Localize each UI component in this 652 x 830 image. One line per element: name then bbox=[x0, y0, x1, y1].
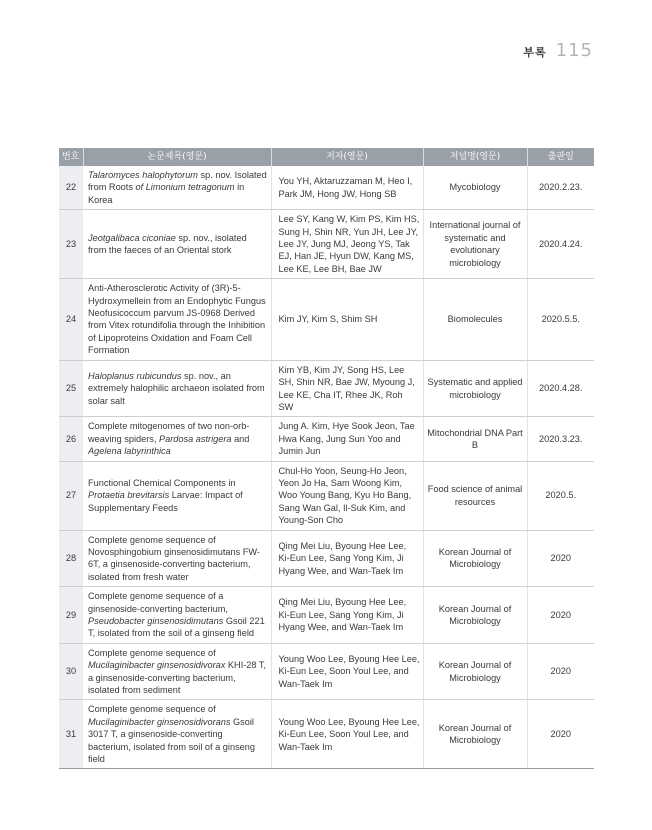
title-text: sp. nov., isolated from the faeces of an Oriental stork bbox=[88, 232, 247, 256]
title-text: and bbox=[231, 433, 250, 444]
title-text: Larvae: Impact of Supplementary Feeds bbox=[88, 490, 243, 513]
authors: Lee SY, Kang W, Kim PS, Kim HS, Sung H, Shin NR, Yun JH, Lee JY, Lee JY, Jung MJ, Jeong YS, Tak EJ, Han JE, Hyun DW, Kang MS, Lee KE, Lee BH, Bae JW bbox=[271, 210, 423, 279]
title-text: Gsoil 3017 T, a ginsenoside-converting bacterium, isolated from soil of a ginseng field bbox=[88, 716, 255, 765]
title-text: Functional Chemical Components in bbox=[88, 477, 236, 488]
journal-name: Systematic and applied microbiology bbox=[423, 360, 527, 417]
journal-name: Korean Journal of Microbiology bbox=[423, 643, 527, 700]
authors: Young Woo Lee, Byoung Hee Lee, Ki-Eun Lee, Soon Youl Lee, and Wan-Taek Im bbox=[271, 700, 423, 769]
authors: Qing Mei Liu, Byoung Hee Lee, Ki-Eun Lee, Sang Yong Kim, Ji Hyang Wee, and Wan-Taek Im bbox=[271, 530, 423, 587]
col-header-date: 출판일 bbox=[527, 148, 594, 166]
row-number: 29 bbox=[59, 587, 83, 644]
table-row bbox=[59, 700, 594, 769]
table-row bbox=[59, 643, 594, 700]
page-number: 115 bbox=[555, 40, 593, 61]
table-row bbox=[59, 166, 594, 210]
publish-date: 2020.2.23. bbox=[527, 166, 594, 210]
col-header-authors: 저자(영문) bbox=[271, 148, 423, 166]
title-species-name: Mucilaginibacter ginsenosidivorax bbox=[88, 660, 226, 671]
paper-title bbox=[83, 643, 271, 700]
table-row bbox=[59, 461, 594, 530]
row-number: 26 bbox=[59, 417, 83, 461]
authors: Young Woo Lee, Byoung Hee Lee, Ki-Eun Lee, Soon Youl Lee, and Wan-Taek Im bbox=[271, 643, 423, 700]
journal-name: Korean Journal of Microbiology bbox=[423, 700, 527, 769]
publish-date: 2020.4.24. bbox=[527, 210, 594, 279]
title-species-name: Haloplanus rubicundus bbox=[88, 370, 182, 381]
journal-name: Mitochondrial DNA Part B bbox=[423, 417, 527, 461]
table-row bbox=[59, 587, 594, 644]
title-text: Gsoil 221 T, isolated from the soil of a ginseng field bbox=[88, 616, 265, 639]
title-text: Complete genome sequence of bbox=[88, 647, 216, 658]
table-row bbox=[59, 417, 594, 461]
title-text: Anti-Atherosclerotic Activity of (3R)-5-Hydroxymellein from an Endophytic Fungus Neofusicoccum parvum JS-0968 Derived from Vitex rotundifolia through the Inhibition of Lipoproteins Oxidation and Foam Cell Formation bbox=[88, 283, 266, 356]
title-species-name: Jeotgalibaca ciconiae bbox=[88, 232, 176, 243]
publish-date: 2020.5.5. bbox=[527, 279, 594, 360]
row-number: 28 bbox=[59, 530, 83, 587]
col-header-title: 논문제목(영문) bbox=[83, 148, 271, 166]
title-species-name: Agelena labyrinthica bbox=[88, 446, 171, 457]
paper-title bbox=[83, 530, 271, 587]
journal-name: International journal of systematic and evolutionary microbiology bbox=[423, 210, 527, 279]
title-species-name: Talaromyces halophytorum bbox=[88, 170, 198, 180]
row-number: 22 bbox=[59, 166, 83, 210]
paper-title bbox=[83, 279, 271, 360]
publish-date: 2020 bbox=[527, 643, 594, 700]
paper-title bbox=[83, 166, 271, 210]
authors: Kim JY, Kim S, Shim SH bbox=[271, 279, 423, 360]
authors: Jung A. Kim, Hye Sook Jeon, Tae Hwa Kang, Jung Sun Yoo and Jumin Jun bbox=[271, 417, 423, 461]
row-number: 30 bbox=[59, 643, 83, 700]
publish-date: 2020.3.23. bbox=[527, 417, 594, 461]
paper-title bbox=[83, 210, 271, 279]
table-row bbox=[59, 279, 594, 360]
row-number: 25 bbox=[59, 360, 83, 417]
row-number: 31 bbox=[59, 700, 83, 769]
journal-name: Biomolecules bbox=[423, 279, 527, 360]
paper-title bbox=[83, 360, 271, 417]
title-text: Complete mitogenomes of two non-orb-weaving spiders, bbox=[88, 421, 250, 444]
paper-title bbox=[83, 587, 271, 644]
paper-title bbox=[83, 417, 271, 461]
paper-title bbox=[83, 700, 271, 769]
title-text: Complete genome sequence of Novosphingobium ginsenosidimutans FW-6T, a ginsenoside-converting bacterium, isolated from fresh water bbox=[88, 534, 260, 582]
col-header-number: 번호 bbox=[59, 148, 83, 166]
title-text: sp. nov. Isolated from Roots bbox=[88, 170, 267, 193]
journal-name: Korean Journal of Microbiology bbox=[423, 587, 527, 644]
authors: Kim YB, Kim JY, Song HS, Lee SH, Shin NR, Bae JW, Myoung J, Lee KE, Cha IT, Rhee JK, Roh SW bbox=[271, 360, 423, 417]
publish-date: 2020 bbox=[527, 700, 594, 769]
row-number: 23 bbox=[59, 210, 83, 279]
journal-name: Food science of animal resources bbox=[423, 461, 527, 530]
publication-table bbox=[59, 148, 594, 769]
publish-date: 2020 bbox=[527, 587, 594, 644]
page-header bbox=[523, 40, 593, 61]
title-species-name: Mucilaginibacter ginsenosidivorans bbox=[88, 716, 231, 727]
title-text: Complete genome sequence of a ginsenoside-converting bacterium, bbox=[88, 591, 228, 614]
section-label: 부록 bbox=[523, 46, 547, 59]
table-row bbox=[59, 530, 594, 587]
row-number: 27 bbox=[59, 461, 83, 530]
journal-name: Korean Journal of Microbiology bbox=[423, 530, 527, 587]
title-species-name: of Limonium tetragonum bbox=[135, 182, 235, 193]
title-text: sp. nov., an extremely halophilic archaeon isolated from solar salt bbox=[88, 370, 265, 406]
table-header-row bbox=[59, 148, 594, 166]
row-number: 24 bbox=[59, 279, 83, 360]
title-species-name: Pardosa astrigera bbox=[158, 433, 232, 444]
title-text: in Korea bbox=[88, 182, 245, 205]
col-header-journal: 저널명(영문) bbox=[423, 148, 527, 166]
title-text: KHI-28 T, a ginsenoside-converting bacterium, isolated from sediment bbox=[88, 660, 267, 696]
paper-title bbox=[83, 461, 271, 530]
table-row bbox=[59, 360, 594, 417]
authors: You YH, Aktaruzzaman M, Heo I, Park JM, Hong JW, Hong SB bbox=[271, 166, 423, 210]
title-species-name: Pseudobacter ginsenosidimutans bbox=[88, 616, 224, 626]
title-text: Complete genome sequence of bbox=[88, 704, 216, 715]
title-species-name: Protaetia brevitarsis bbox=[88, 490, 170, 501]
publish-date: 2020 bbox=[527, 530, 594, 587]
publish-date: 2020.5. bbox=[527, 461, 594, 530]
authors: Qing Mei Liu, Byoung Hee Lee, Ki-Eun Lee, Sang Yong Kim, Ji Hyang Wee, and Wan-Taek Im bbox=[271, 587, 423, 644]
authors: Chul-Ho Yoon, Seung-Ho Jeon, Yeon Jo Ha, Sam Woong Kim, Woo Young Bang, Kyu Ho Bang, Sang Wan Gal, Il-Suk Kim, and Young-Son Cho bbox=[271, 461, 423, 530]
table-row bbox=[59, 210, 594, 279]
journal-name: Mycobiology bbox=[423, 166, 527, 210]
publish-date: 2020.4.28. bbox=[527, 360, 594, 417]
